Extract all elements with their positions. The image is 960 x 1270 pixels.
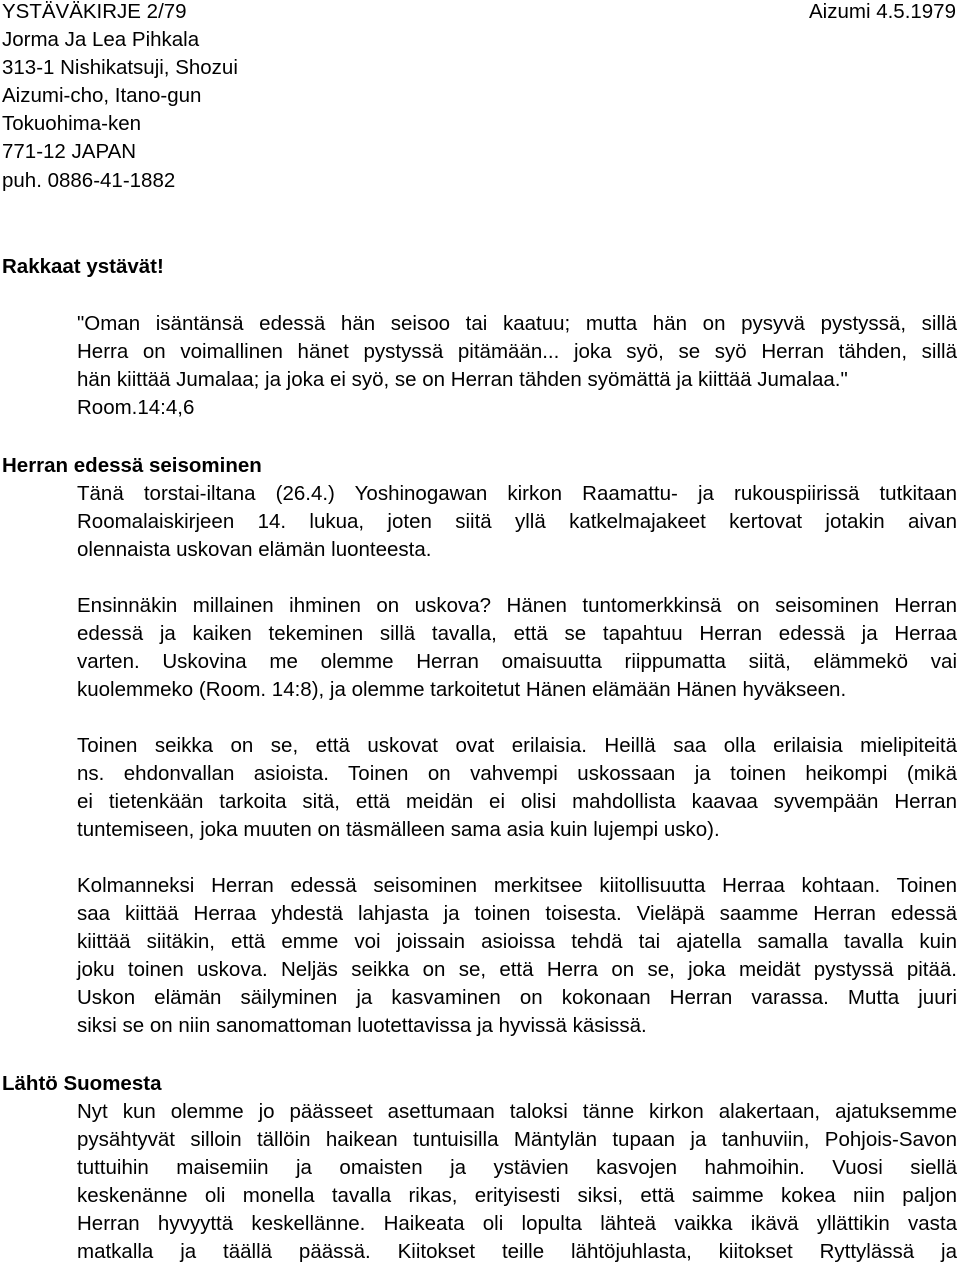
paragraph-line: edessä ja kaiken tekeminen sillä tavalla, että se tapahtuu Herran edessä ja Herraa	[77, 622, 957, 646]
paragraph-line: Roomalaiskirjeen 14. lukua, joten siitä yllä katkelmajakeet kertovat jotakin aivan	[77, 510, 957, 534]
letter-header-block	[2, 0, 502, 195]
paragraph	[77, 592, 957, 704]
paragraph-line: kuolemmeko (Room. 14:8), ja olemme tarkoitetut Hänen elämään Hänen hyväkseen.	[77, 678, 847, 702]
paragraph	[77, 480, 957, 564]
quote-line: "Oman isäntänsä edessä hän seisoo tai kaatuu; mutta hän on pysyvä pystyssä, sillä	[77, 312, 957, 335]
quote-line: Herra on voimallinen hänet pystyssä pitämään... joka syö, se syö Herran tähden, sillä	[77, 340, 957, 364]
paragraph-line: tuttuihin maisemiin ja omaisten ja ystävien kasvojen hahmoihin. Vuosi siellä	[77, 1156, 957, 1180]
section-heading: Lähtö Suomesta	[2, 1072, 162, 1095]
paragraph-line: ns. ehdonvallan asioista. Toinen on vahvempi uskossaan ja toinen heikompi (mikä	[77, 762, 957, 786]
address-line: Aizumi-cho, Itano-gun	[2, 84, 202, 108]
letter-id: YSTÄVÄKIRJE 2/79	[2, 0, 187, 23]
address-line: 313-1 Nishikatsuji, Shozui	[2, 56, 238, 80]
paragraph-line: varten. Uskovina me olemme Herran omaisuutta riippumatta siitä, elämmekö vai	[77, 650, 957, 674]
paragraph-line: Toinen seikka on se, että uskovat ovat erilaisia. Heillä saa olla erilaisia mielipiteitä	[77, 734, 957, 757]
paragraph-line: joku toinen uskova. Neljäs seikka on se, että Herra on se, joka meidät pystyssä pitää.	[77, 958, 957, 982]
paragraph-line: ei tietenkään tarkoita sitä, että meidän ei olisi mahdollista kaavaa syvempään Herran	[77, 790, 957, 814]
paragraph-line: keskenänne oli monella tavalla rikas, erityisesti siksi, että saimme kokea niin paljon	[77, 1184, 957, 1208]
paragraph-line: Tänä torstai-iltana (26.4.) Yoshinogawan kirkon Raamattu- ja rukouspiirissä tutkitaan	[77, 482, 957, 505]
section-heading: Herran edessä seisominen	[2, 454, 262, 477]
paragraph-line: saa kiittää Herraa yhdestä lahjasta ja toinen toisesta. Vieläpä saamme Herran edessä	[77, 902, 957, 926]
paragraph-line: pysähtyvät silloin tällöin haikean tuntuisilla Mäntylän tupaan ja tanhuviin, Pohjois-Savon	[77, 1128, 957, 1152]
bible-quote	[77, 310, 957, 422]
address-line: 771-12 JAPAN	[2, 140, 137, 164]
paragraph	[77, 732, 957, 844]
paragraph-line: siksi se on niin sanomattoman luotettavissa ja hyvissä käsissä.	[77, 1014, 647, 1038]
quote-line: hän kiittää Jumalaa; ja joka ei syö, se on Herran tähden syömättä ja kiittää Jumalaa."	[77, 368, 848, 392]
greeting: Rakkaat ystävät!	[2, 255, 164, 278]
paragraph-line: tuntemiseen, joka muuten on täsmälleen sama asia kuin lujempi usko).	[77, 818, 720, 842]
paragraph-line: Herran hyvyyttä keskellänne. Haikeata oli lopulta lähteä vaikka ikävä yllättikin vasta	[77, 1212, 957, 1236]
quote-reference: Room.14:4,6	[77, 396, 195, 420]
place-date	[809, 0, 956, 26]
phone-number: puh. 0886-41-1882	[2, 168, 176, 192]
paragraph-line: Nyt kun olemme jo päässeet asettumaan taloksi tänne kirkon alakertaan, ajatuksemme	[77, 1100, 957, 1123]
paragraph-line: Kolmanneksi Herran edessä seisominen merkitsee kiitollisuutta Herraa kohtaan. Toinen	[77, 874, 957, 897]
paragraph-line: Uskon elämän säilyminen ja kasvaminen on kokonaan Herran varassa. Mutta juuri	[77, 986, 957, 1010]
place-date-text: Aizumi 4.5.1979	[808, 0, 956, 23]
paragraph-line: kiittää siitäkin, että emme voi joissain asioissa tehdä tai ajatella samalla tavalla kuin	[77, 930, 957, 954]
paragraph	[77, 872, 957, 1041]
paragraph-line: olennaista uskovan elämän luonteesta.	[77, 538, 432, 562]
sender-name: Jorma Ja Lea Pihkala	[2, 28, 200, 52]
paragraph-line: matkalla ja täällä päässä. Kiitokset teille lähtöjuhlasta, kiitokset Ryttylässä ja	[77, 1240, 957, 1264]
address-line: Tokuohima-ken	[2, 112, 142, 136]
paragraph-line: Ensinnäkin millainen ihminen on uskova? Hänen tuntomerkkinsä on seisominen Herran	[77, 594, 957, 617]
paragraph	[77, 1098, 957, 1267]
